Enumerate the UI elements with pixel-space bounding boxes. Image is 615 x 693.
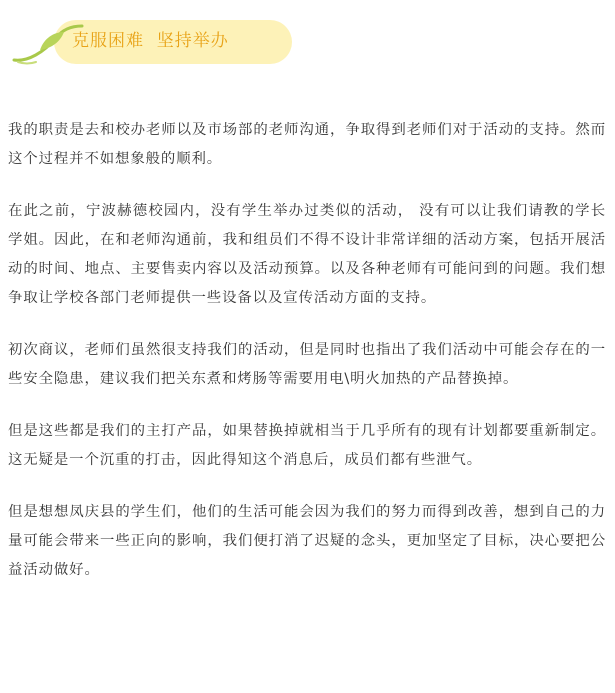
section-title: 克服困难 坚持举办 bbox=[72, 31, 229, 51]
article-body bbox=[8, 116, 606, 608]
paragraph-1: 我的职责是去和校办老师以及市场部的老师沟通，争取得到老师们对于活动的支持。然而这个过程并不如想象般的顺利。 bbox=[8, 122, 606, 167]
paragraph-3: 初次商议，老师们虽然很支持我们的活动，但是同时也指出了我们活动中可能会存在的一些安全隐患，建议我们把关东煮和烤肠等需要用电\明火加热的产品替换掉。 bbox=[8, 342, 606, 387]
paragraph-5: 但是想想凤庆县的学生们，他们的生活可能会因为我们的努力而得到改善，想到自己的力量可能会带来一些正向的影响，我们便打消了迟疑的念头，更加坚定了目标，决心要把公益活动做好。 bbox=[8, 504, 606, 578]
paragraph-2: 在此之前，宁波赫德校园内，没有学生举办过类似的活动， 没有可以让我们请教的学长学姐。因此，在和老师沟通前，我和组员们不得不设计非常详细的活动方案，包括开展活动的时间、地点、主要售卖内容以及活动预算。以及各种老师有可能问到的问题。我们想争取让学校各部门老师提供一些设备以及宣传活动方面的支持。 bbox=[8, 203, 606, 306]
section-header bbox=[10, 18, 300, 70]
paragraph-4: 但是这些都是我们的主打产品，如果替换掉就相当于几乎所有的现有计划都要重新制定。这无疑是一个沉重的打击，因此得知这个消息后，成员们都有些泄气。 bbox=[8, 423, 606, 468]
